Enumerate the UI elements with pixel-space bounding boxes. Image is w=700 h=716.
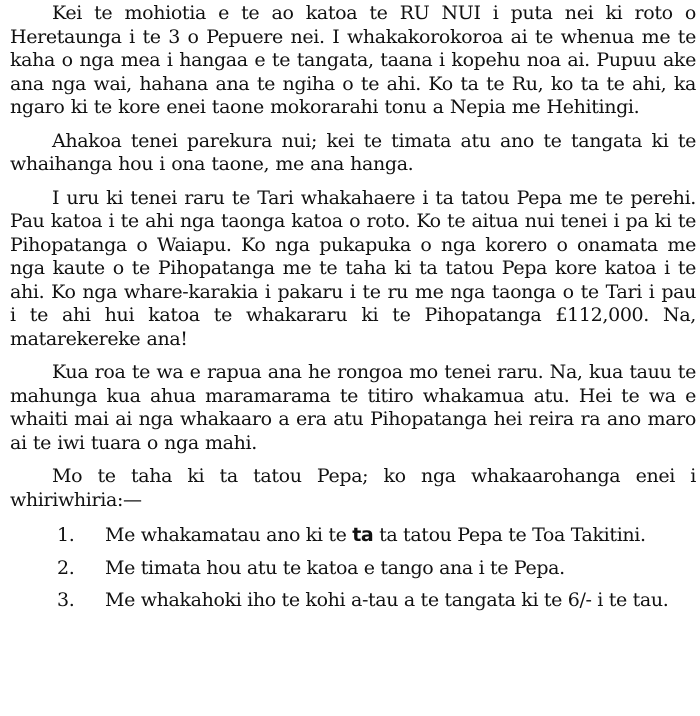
list-item-text-after: ta tatou Pepa te Toa Takitini. [373, 524, 646, 546]
list-item-text: Me whakahoki iho te kohi a-tau a te tangata ki te 6/- i te tau. [105, 589, 669, 611]
list-item-number: 1. [57, 524, 75, 546]
list-item [10, 557, 696, 581]
paragraph-earthquake: Kei te mohiotia e te ao katoa te RU NUI i puta nei ki roto o Heretaunga i te 3 o Pepuere nei. I whakakorokoroa ai te whenua me te kaha o nga mea i hangaa e te tangata, taana i kopehu noa ai. Pupuu ake ana nga wai, hahana ana te ngiha o te ahi. Ko ta te Ru, ko ta te ahi, ka ngaro ki te kore enei taone mokorarahi tonu a Nepia me Hehitingi. [10, 2, 696, 118]
document-page [10, 2, 696, 622]
list-item [10, 589, 696, 613]
paragraph-resolutions-intro: Mo te taha ki ta tatou Pepa; ko nga whakaarohanga enei i whiriwhiria:— [10, 465, 696, 511]
list-item-number: 2. [57, 556, 75, 579]
list-item-bold-word: ta [352, 524, 374, 546]
paragraph-office-loss: I uru ki tenei raru te Tari whakahaere i ta tatou Pepa me te perehi. Pau katoa i te ahi nga taonga katoa o roto. Ko te aitua nui tenei i pa ki te Pihopatanga o Waiapu. Ko nga pukapuka o nga korero o onamata me nga kaute o te Pihopatanga me te taha ki ta tatou Pepa kore katoa i te ahi. Ko nga whare-karakia i pakaru i te ru me nga taonga o te Tari i pau i te ahi hui katoa te whakararu ki te Pihopatanga £112,000. Na, matarekereke ana! [10, 186, 696, 350]
list-item-number: 3. [57, 589, 75, 611]
paragraph-remedy: Kua roa te wa e rapua ana he rongoa mo tenei raru. Na, kua tauu te mahunga kua ahua maramarama te titiro whakamua atu. Hei te wa e whaiti mai ai nga whakaaro a era atu Pihopatanga hei reira ra ano maro ai te iwi tuara o nga mahi. [10, 361, 696, 454]
resolutions-list [10, 524, 696, 613]
paragraph-rebuilding: Ahakoa tenei parekura nui; kei te timata atu ano te tangata ki te whaihanga hou i ona taone, me ana hanga. [10, 129, 696, 175]
list-item [10, 524, 696, 548]
list-item-text: Me whakamatau ano ki te [105, 524, 353, 546]
list-item-text: Me timata hou atu te katoa e tango ana i te Pepa. [105, 556, 565, 579]
